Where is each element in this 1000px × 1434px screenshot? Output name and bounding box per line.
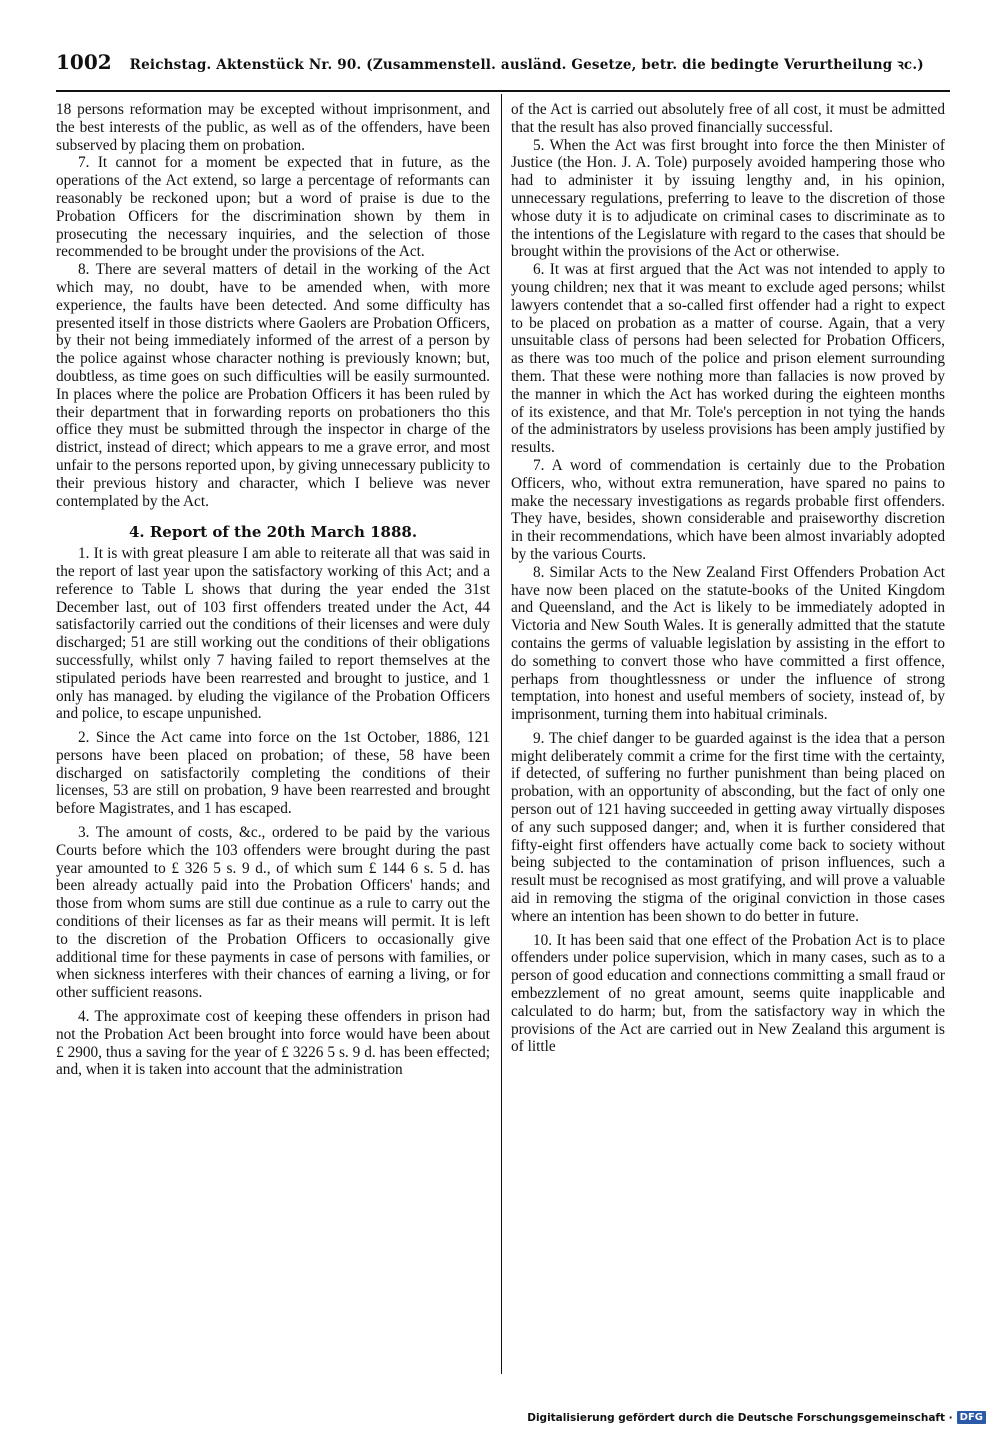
left-column <box>56 101 490 1079</box>
right-column <box>511 101 945 1056</box>
page-number: 1002 <box>56 50 112 74</box>
credit-text: Digitalisierung gefördert durch die Deutsche Forschungsgemeinschaft · <box>527 1411 953 1424</box>
paragraph: 3. The amount of costs, &c., ordered to be paid by the various Courts before which the 103 offenders were brought during the past year amounted to £ 326 5 s. 9 d., of which sum £ 144 6 s. 5 d. has been already actually paid into the Probation Officers' hands; and those from whom sums are still due continue as a rule to carry out the conditions of their licenses as far as their means will permit. It is left to the discretion of the Probation Officers to occasionally give additional time for these payments in case of persons with families, or when sickness interferes with their chances of earning a living, or for other sufficient reasons. <box>56 824 490 1002</box>
dfg-logo-icon: DFG <box>957 1411 986 1424</box>
paragraph: 6. It was at first argued that the Act was not intended to apply to young children; nex that it was meant to exclude aged persons; whilst lawyers contendet that a so-called first offender had a right to expect to be placed on probation as a matter of course. Again, that a very unsuitable class of persons had been selected for Probation Officers, as there was too much of the police and prison element surrounding them. That these were nothing more than fallacies is now proved by the manner in which the Act has worked during the eighteen months of its existence, and that Mr. Tole's perception in not tying the hands of the administrators by useless provisions has been amply justified by results. <box>511 261 945 457</box>
paragraph: 7. It cannot for a moment be expected that in future, as the operations of the Act extend, so large a percentage of reformants can reasonably be reckoned upon; but a word of praise is due to the Probation Officers for the discrimination shown by them in prosecuting the necessary inquiries, and the selection of those recommended to be brought under the provisions of the Act. <box>56 154 490 261</box>
paragraph: 9. The chief danger to be guarded against is the idea that a person might deliberately commit a crime for the first time with the certainty, if detected, of suffering no further punishment than being placed on probation, with an opportunity of absconding, but the fact of only one person out of 121 having succeeded in getting away virtually disposes of any such supposed danger; and, when it is further considered that fifty-eight first offenders have actually come back to society without being subjected to the contamination of prison influences, such a result must be recognised as most gratifying, and will prove a valuable aid in removing the stigma of the original conviction in those cases where an intention has been shown to do better in future. <box>511 729 945 925</box>
running-title: Reichstag. Aktenstück Nr. 90. (Zusammenstell. ausländ. Gesetze, betr. die bedingte Verurtheilung ꝛc.) <box>129 57 924 73</box>
paragraph: 18 persons reformation may be excepted without imprisonment, and the best interests of the public, as well as of the offenders, have been subserved by placing them on probation. <box>56 101 490 154</box>
paragraph: 10. It has been said that one effect of the Probation Act is to place offenders under police supervision, which in many cases, such as to a person of good education and connections committing a small fraud or embezzlement of no great amount, seems quite inapplicable and calculated to do harm; but, from the satisfactory way in which the provisions of the Act are carried out in New Zealand this argument is of little <box>511 931 945 1056</box>
paragraph: 7. A word of commendation is certainly due to the Probation Officers, who, without extra remuneration, have spared no pains to make the necessary investigations as regards probable first offenders. They have, besides, shown considerable and praiseworthy discretion in their recommendations, which have been almost invariably adopted by the various Courts. <box>511 456 945 563</box>
page-header <box>56 50 950 92</box>
paragraph: of the Act is carried out absolutely free of all cost, it must be admitted that the result has also proved financially successful. <box>511 101 945 136</box>
section-heading: 4. Report of the 20th March 1888. <box>128 523 418 542</box>
paragraph: 2. Since the Act came into force on the 1st October, 1886, 121 persons have been placed on probation; of these, 58 have been discharged on satisfactorily completing the conditions of their licenses, 53 are still on probation, 9 have been rearrested and brought before Magistrates, and 1 has escaped. <box>56 729 490 818</box>
paragraph: 8. Similar Acts to the New Zealand First Offenders Probation Act have now been placed on the statute-books of the United Kingdom and Queensland, and the Act is likely to be immediately adopted in Victoria and New South Wales. It is generally admitted that the statute contains the germs of valuable legislation by assisting in the effort to do something to convert those who have committed a first offence, perhaps from thoughtlessness or under the influence of strong temptation, into honest and useful members of society, instead of, by imprisonment, turning them into habitual criminals. <box>511 563 945 724</box>
paragraph: 8. There are several matters of detail in the working of the Act which may, no doubt, have to be amended when, with more experience, the faults have been detected. And some difficulty has presented itself in those districts where Gaolers are Probation Officers, by their not being immediately informed of the arrest of a person by the police against whose character nothing is previously known; but, doubtless, as time goes on such difficulties will be easily surmounted. In places where the police are Probation Officers it has been ruled by their department that in forwarding reports on probationers tho this office they must be submitted through the inspector in charge of the district, instead of direct; which appears to me a grave error, and most unfair to the persons reported upon, by giving unnecessary publicity to their previous history and character, which I believe was never contemplated by the Act. <box>56 261 490 510</box>
digitization-credit <box>527 1411 986 1424</box>
column-divider <box>501 94 502 1374</box>
paragraph: 5. When the Act was first brought into force the then Minister of Justice (the Hon. J. A. Tole) purposely avoided hampering those who had to administer it by issuing lengthy and, in his opinion, unnecessary regulations, preferring to leave to the discretion of those whose duty it is to adjudicate on criminal cases to discriminate as to the intentions of the Legislature with regard to the cases that should be brought within the provisions of the Act or otherwise. <box>511 136 945 261</box>
paragraph: 1. It is with great pleasure I am able to reiterate all that was said in the report of last year upon the satisfactory working of this Act; and a reference to Table L shows that during the year ended the 31st December last, out of 103 first offenders treated under the Act, 44 satisfactorily carried out the conditions of their licenses and were duly discharged; 51 are still working out the conditions of their obligations successfully, whilst only 7 having failed to report themselves at the stipulated periods have been rearrested and brought to justice, and 1 only has managed. by eluding the vigilance of the Probation Officers and police, to escape unpunished. <box>56 545 490 723</box>
paragraph: 4. The approximate cost of keeping these offenders in prison had not the Probation Act been brought into force would have been about £ 2900, thus a saving for the year of £ 3226 5 s. 9 d. has been effected; and, when it is taken into account that the administration <box>56 1008 490 1079</box>
